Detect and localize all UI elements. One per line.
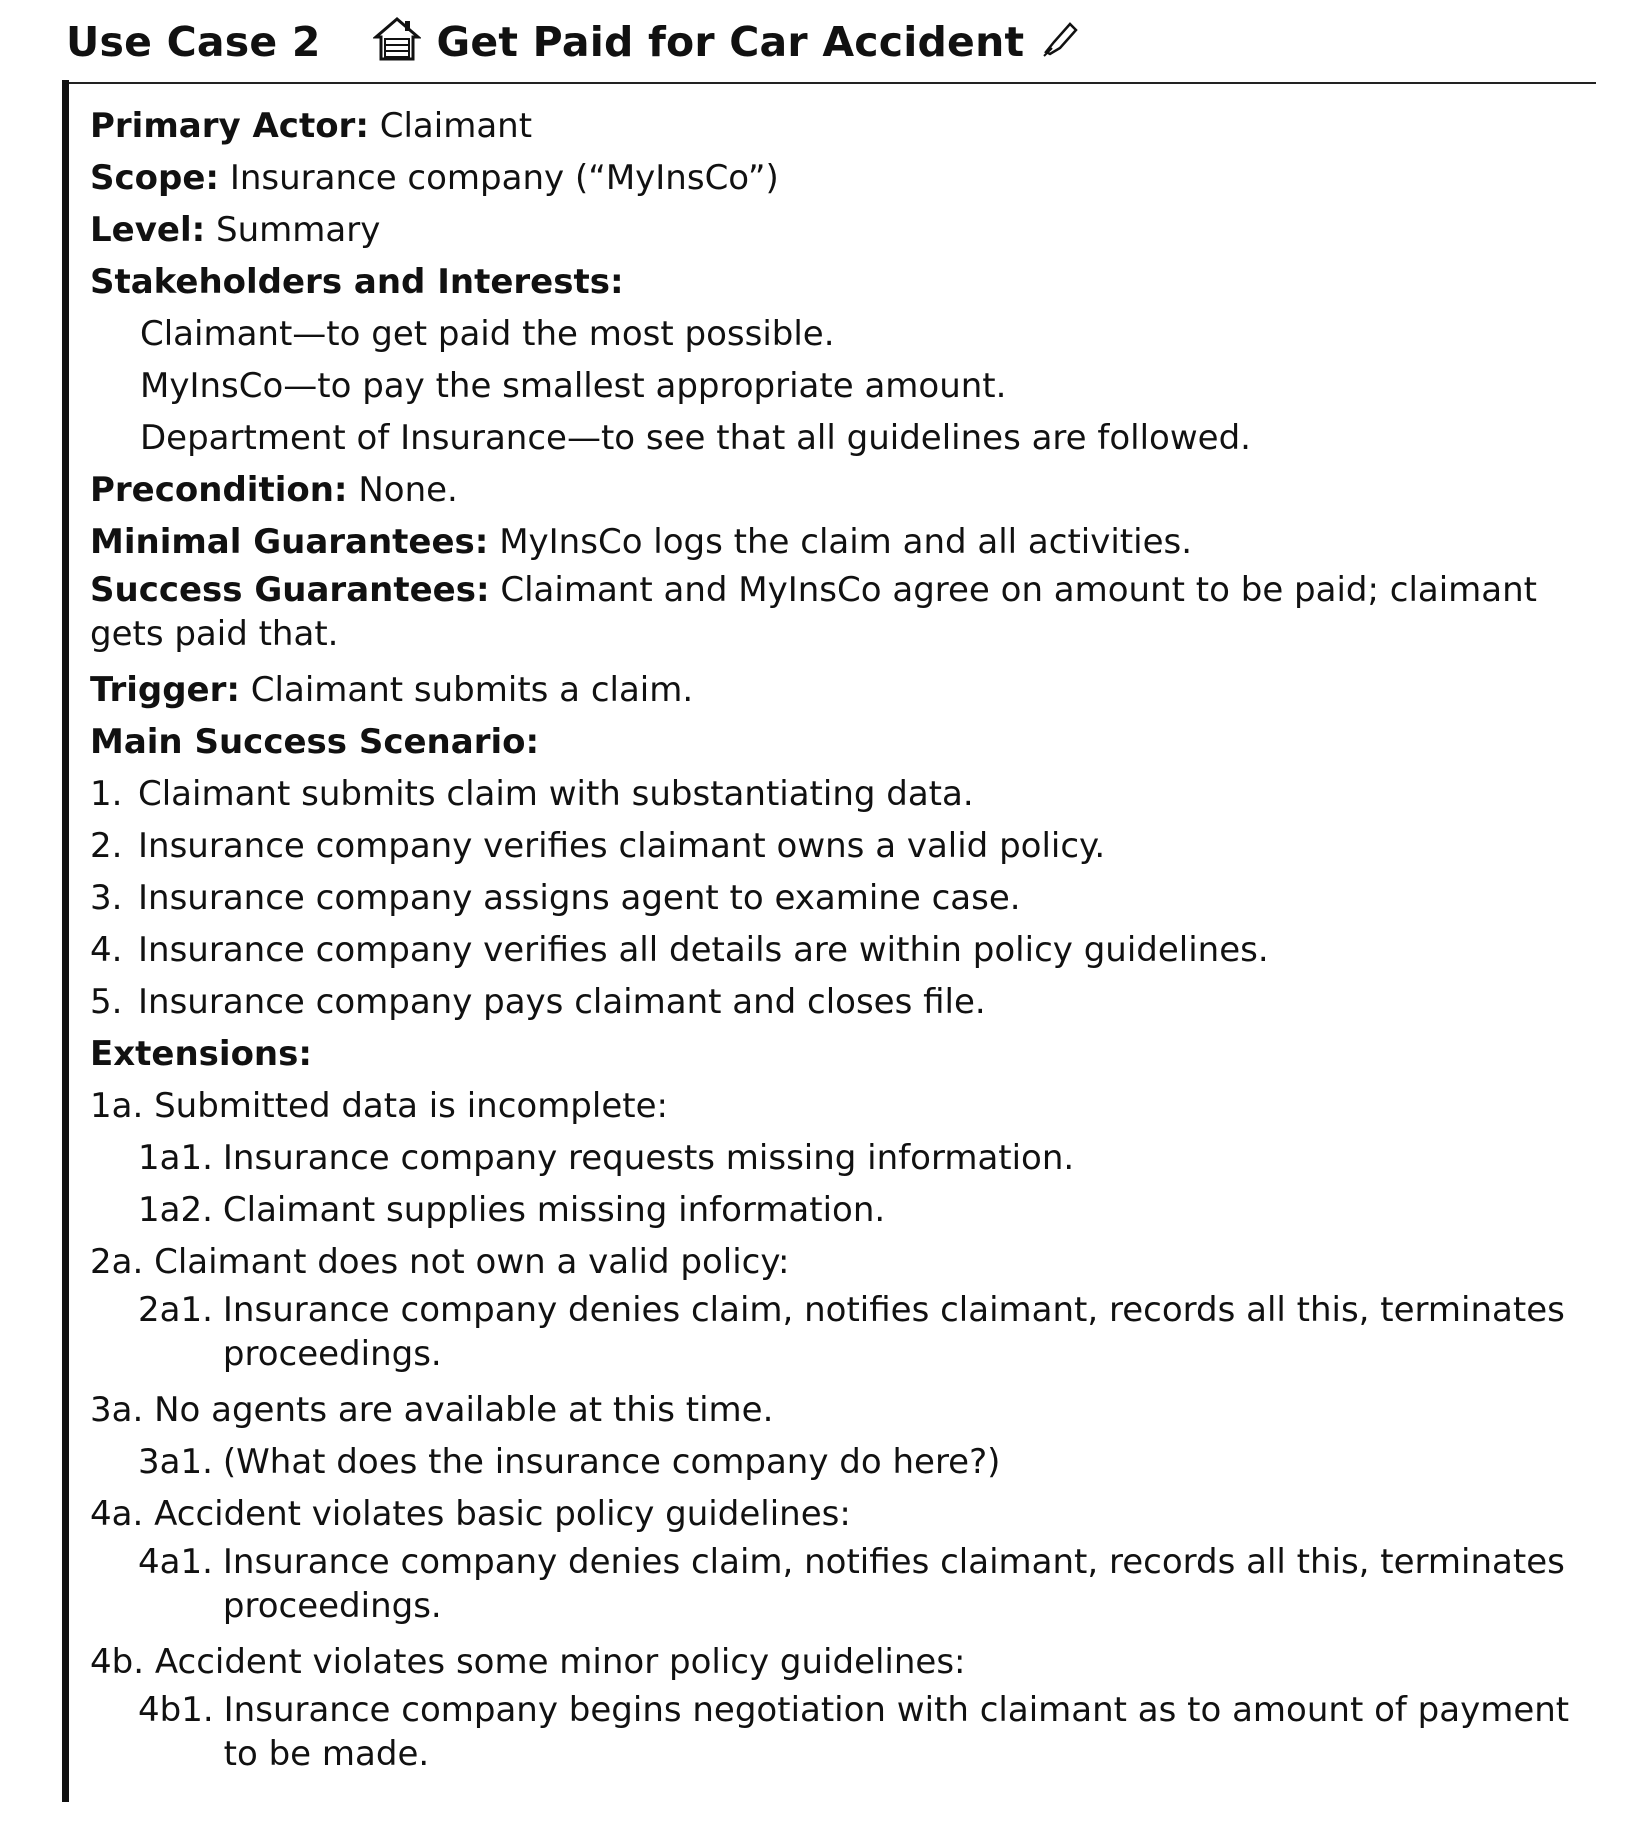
extension-number: 2a1. xyxy=(138,1290,213,1330)
extensions-heading: Extensions: xyxy=(90,1034,312,1074)
extension-subitem xyxy=(90,1436,1580,1488)
field-label: Level: xyxy=(90,210,206,250)
extension-text: Insurance company denies claim, notifies claimant, records all this, terminates proceedings. xyxy=(222,1542,1565,1626)
step-text: Insurance company verifies claimant owns a valid policy. xyxy=(138,826,1106,866)
extension-item xyxy=(90,1236,1580,1288)
field-value: Claimant and MyInsCo agree on amount to be paid; claimant gets paid that. xyxy=(90,570,1538,654)
use-case-header xyxy=(66,18,1080,66)
step-text: Insurance company assigns agent to examine case. xyxy=(138,878,1021,918)
step-number: 1. xyxy=(90,774,123,814)
extension-number: 4b1. xyxy=(138,1690,214,1730)
extension-text: Claimant supplies missing information. xyxy=(222,1190,886,1230)
extension-text: (What does the insurance company do here?) xyxy=(222,1442,1001,1482)
extension-number: 2a. xyxy=(90,1242,144,1282)
step-text: Insurance company verifies all details are within policy guidelines. xyxy=(138,930,1269,970)
field-label: Scope: xyxy=(90,158,219,198)
extension-item xyxy=(90,1080,1580,1132)
extension-subitem xyxy=(90,1132,1580,1184)
use-case-body xyxy=(90,100,1580,1784)
use-case-label: Use Case 2 xyxy=(66,18,321,66)
field-value: Summary xyxy=(216,210,381,250)
extension-number: 4b. xyxy=(90,1642,145,1682)
left-border-bar xyxy=(62,80,69,1802)
field-value: MyInsCo logs the claim and all activities. xyxy=(499,522,1193,562)
extension-text: No agents are available at this time. xyxy=(154,1390,774,1430)
scenario-step xyxy=(90,872,1580,924)
extension-number: 3a1. xyxy=(138,1442,213,1482)
extension-subitem xyxy=(90,1688,1580,1776)
extension-text: Claimant does not own a valid policy: xyxy=(154,1242,790,1282)
extension-number: 4a1. xyxy=(138,1542,213,1582)
pen-icon xyxy=(1040,18,1080,58)
extension-subitem xyxy=(90,1288,1580,1376)
field-label: Trigger: xyxy=(90,670,240,710)
extension-text: Insurance company begins negotiation with claimant as to amount of payment to be made. xyxy=(223,1690,1570,1774)
field-label: Minimal Guarantees: xyxy=(90,522,489,562)
step-number: 5. xyxy=(90,982,123,1022)
scenario-step xyxy=(90,924,1580,976)
scenario-step xyxy=(90,768,1580,820)
extension-item xyxy=(90,1384,1580,1436)
extension-text: Insurance company denies claim, notifies claimant, records all this, terminates proceedings. xyxy=(222,1290,1565,1374)
trigger-row xyxy=(90,664,1580,716)
extension-number: 1a1. xyxy=(138,1138,213,1178)
stakeholder-item: Claimant—to get paid the most possible. xyxy=(140,314,835,354)
main-scenario-heading: Main Success Scenario: xyxy=(90,722,540,762)
use-case-title: Get Paid for Car Accident xyxy=(436,18,1025,66)
header-rule xyxy=(66,82,1596,84)
step-text: Insurance company pays claimant and closes file. xyxy=(138,982,986,1022)
extension-text: Accident violates basic policy guidelines: xyxy=(154,1494,851,1534)
field-value: Claimant submits a claim. xyxy=(250,670,694,710)
extension-number: 1a. xyxy=(90,1086,144,1126)
primary-actor-row xyxy=(90,100,1580,152)
minimal-guarantees-row xyxy=(90,516,1580,568)
extension-text: Accident violates some minor policy guidelines: xyxy=(154,1642,966,1682)
field-value: Insurance company (“MyInsCo”) xyxy=(229,158,779,198)
extension-number: 1a2. xyxy=(138,1190,213,1230)
precondition-row xyxy=(90,464,1580,516)
extension-text: Submitted data is incomplete: xyxy=(154,1086,668,1126)
stakeholder-item: Department of Insurance—to see that all guidelines are followed. xyxy=(140,418,1251,458)
extension-subitem xyxy=(90,1184,1580,1236)
extension-subitem xyxy=(90,1540,1580,1628)
level-row xyxy=(90,204,1580,256)
field-label: Precondition: xyxy=(90,470,348,510)
extension-number: 4a. xyxy=(90,1494,144,1534)
field-label: Success Guarantees: xyxy=(90,570,490,610)
scenario-step xyxy=(90,976,1580,1028)
step-number: 4. xyxy=(90,930,123,970)
extension-number: 3a. xyxy=(90,1390,144,1430)
extension-text: Insurance company requests missing information. xyxy=(222,1138,1075,1178)
extension-item xyxy=(90,1488,1580,1540)
scope-row xyxy=(90,152,1580,204)
stakeholder-item: MyInsCo—to pay the smallest appropriate amount. xyxy=(140,366,1007,406)
house-icon xyxy=(373,15,421,63)
step-number: 3. xyxy=(90,878,123,918)
field-label: Primary Actor: xyxy=(90,106,369,146)
success-guarantees-row xyxy=(90,568,1580,656)
extension-item xyxy=(90,1636,1580,1688)
step-text: Claimant submits claim with substantiating data. xyxy=(138,774,974,814)
field-value: None. xyxy=(358,470,458,510)
stakeholders-heading: Stakeholders and Interests: xyxy=(90,262,624,302)
step-number: 2. xyxy=(90,826,123,866)
scenario-step xyxy=(90,820,1580,872)
field-value: Claimant xyxy=(379,106,533,146)
